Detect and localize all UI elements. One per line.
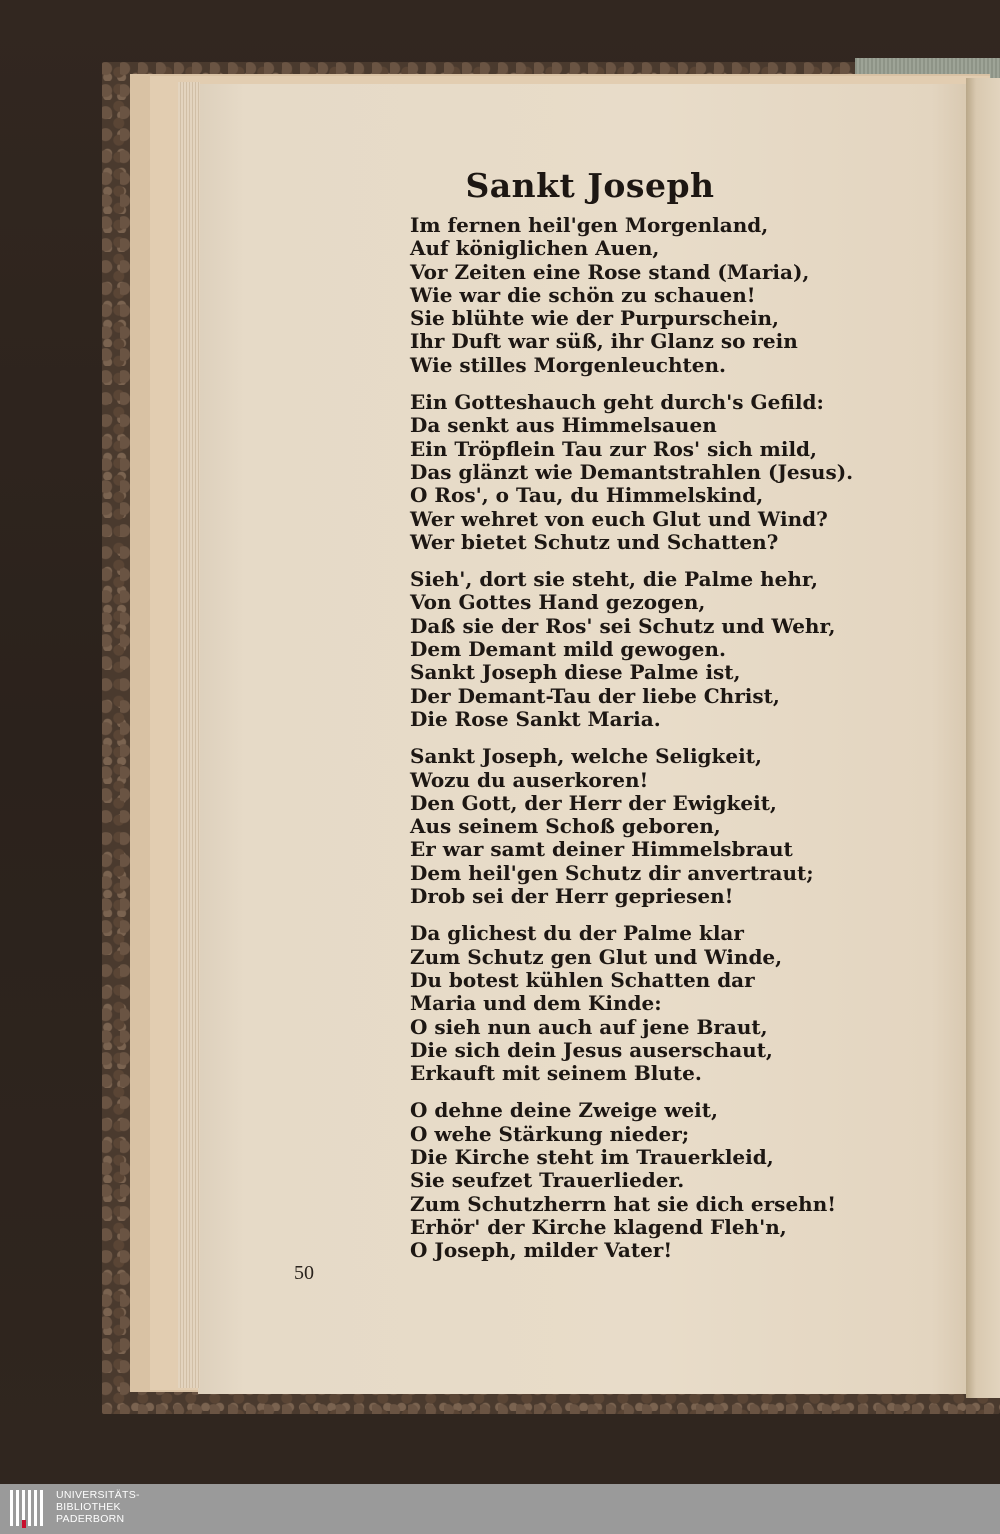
poem-line: Auf königlichen Auen, xyxy=(410,236,660,261)
poem-line: Vor Zeiten eine Rose stand (Maria), xyxy=(410,259,810,284)
poem-line: Dem heil'gen Schutz dir anvertraut; xyxy=(410,860,814,885)
stanza xyxy=(410,214,830,377)
poem-line: Daß sie der Ros' sei Schutz und Wehr, xyxy=(410,613,836,638)
poem-line: Sankt Joseph, welche Seligkeit, xyxy=(410,744,762,769)
stanza xyxy=(410,567,836,731)
stanza xyxy=(410,390,854,554)
poem-line: Du botest kühlen Schatten dar xyxy=(410,967,755,992)
poem-line: Wer bietet Schutz und Schatten? xyxy=(410,529,779,554)
poem-line: Ein Gotteshauch geht durch's Gefild: xyxy=(410,390,824,415)
poem-line: Sie blühte wie der Purpurschein, xyxy=(410,306,780,331)
poem-line: Die Rose Sankt Maria. xyxy=(410,706,661,731)
poem-line: Erkauft mit seinem Blute. xyxy=(410,1061,702,1086)
poem-line: Im fernen heil'gen Morgenland, xyxy=(410,213,769,237)
stanza xyxy=(410,745,830,908)
poem-line: Dem Demant mild gewogen. xyxy=(410,637,726,662)
library-name xyxy=(56,1489,140,1525)
poem-line: Zum Schutz gen Glut und Winde, xyxy=(410,944,783,969)
poem-line: Wer wehret von euch Glut und Wind? xyxy=(410,506,828,531)
poem-line: Drob sei der Herr gepriesen! xyxy=(410,884,734,909)
library-footer-bar xyxy=(0,1484,1000,1534)
poem-line: Erhör' der Kirche klagend Fleh'n, xyxy=(410,1214,787,1239)
stanza xyxy=(410,1098,837,1263)
library-name-line: UNIVERSITÄTS- xyxy=(56,1489,140,1501)
page-number: 50 xyxy=(294,1262,314,1284)
poem-line: Sie seufzet Trauerlieder. xyxy=(410,1168,685,1193)
poem-line: Da glichest du der Palme klar xyxy=(410,921,744,946)
poem-line: Die Kirche steht im Trauerkleid, xyxy=(410,1144,774,1169)
library-name-line: PADERBORN xyxy=(56,1513,125,1525)
poem-line: Aus seinem Schoß geboren, xyxy=(410,814,721,839)
poem-line: Wozu du auserkoren! xyxy=(410,767,649,792)
poem-body xyxy=(410,213,854,1276)
poem-line: Er war samt deiner Himmelsbraut xyxy=(410,837,793,862)
poem-line: O wehe Stärkung nieder; xyxy=(410,1121,690,1146)
poem-line: Zum Schutzherrn hat sie dich ersehn! xyxy=(410,1191,837,1216)
poem-line: Sieh', dort sie steht, die Palme hehr, xyxy=(410,567,818,592)
poem-line: O Ros', o Tau, du Himmelskind, xyxy=(410,483,764,508)
stanza xyxy=(410,922,830,1085)
page-stack-edge xyxy=(178,82,200,1388)
facing-page-edge xyxy=(966,78,1000,1398)
poem-line: Sankt Joseph diese Palme ist, xyxy=(410,660,741,685)
library-name-line: BIBLIOTHEK xyxy=(56,1501,121,1513)
poem-line: O sieh nun auch auf jene Braut, xyxy=(410,1014,768,1039)
poem-line: Das glänzt wie Demantstrahlen (Jesus). xyxy=(410,459,854,484)
poem-line: Den Gott, der Herr der Ewigkeit, xyxy=(410,790,777,815)
poem-line: Wie stilles Morgenleuchten. xyxy=(410,352,726,377)
poem-line: Ihr Duft war süß, ihr Glanz so rein xyxy=(410,329,798,354)
poem-line: Ein Tröpflein Tau zur Ros' sich mild, xyxy=(410,436,817,461)
poem-line: Wie war die schön zu schauen! xyxy=(410,282,756,307)
poem-line: Die sich dein Jesus auserschaut, xyxy=(410,1037,773,1062)
library-logo-icon xyxy=(8,1488,48,1530)
poem-line: Der Demant-Tau der liebe Christ, xyxy=(410,683,780,708)
poem-line: O Joseph, milder Vater! xyxy=(410,1238,673,1263)
poem-line: Da senkt aus Himmelsauen xyxy=(410,413,717,438)
poem-line: Maria und dem Kinde: xyxy=(410,991,662,1016)
poem-title: Sankt Joseph xyxy=(465,166,715,205)
poem-line: O dehne deine Zweige weit, xyxy=(410,1098,718,1123)
poem-line: Von Gottes Hand gezogen, xyxy=(410,590,706,615)
